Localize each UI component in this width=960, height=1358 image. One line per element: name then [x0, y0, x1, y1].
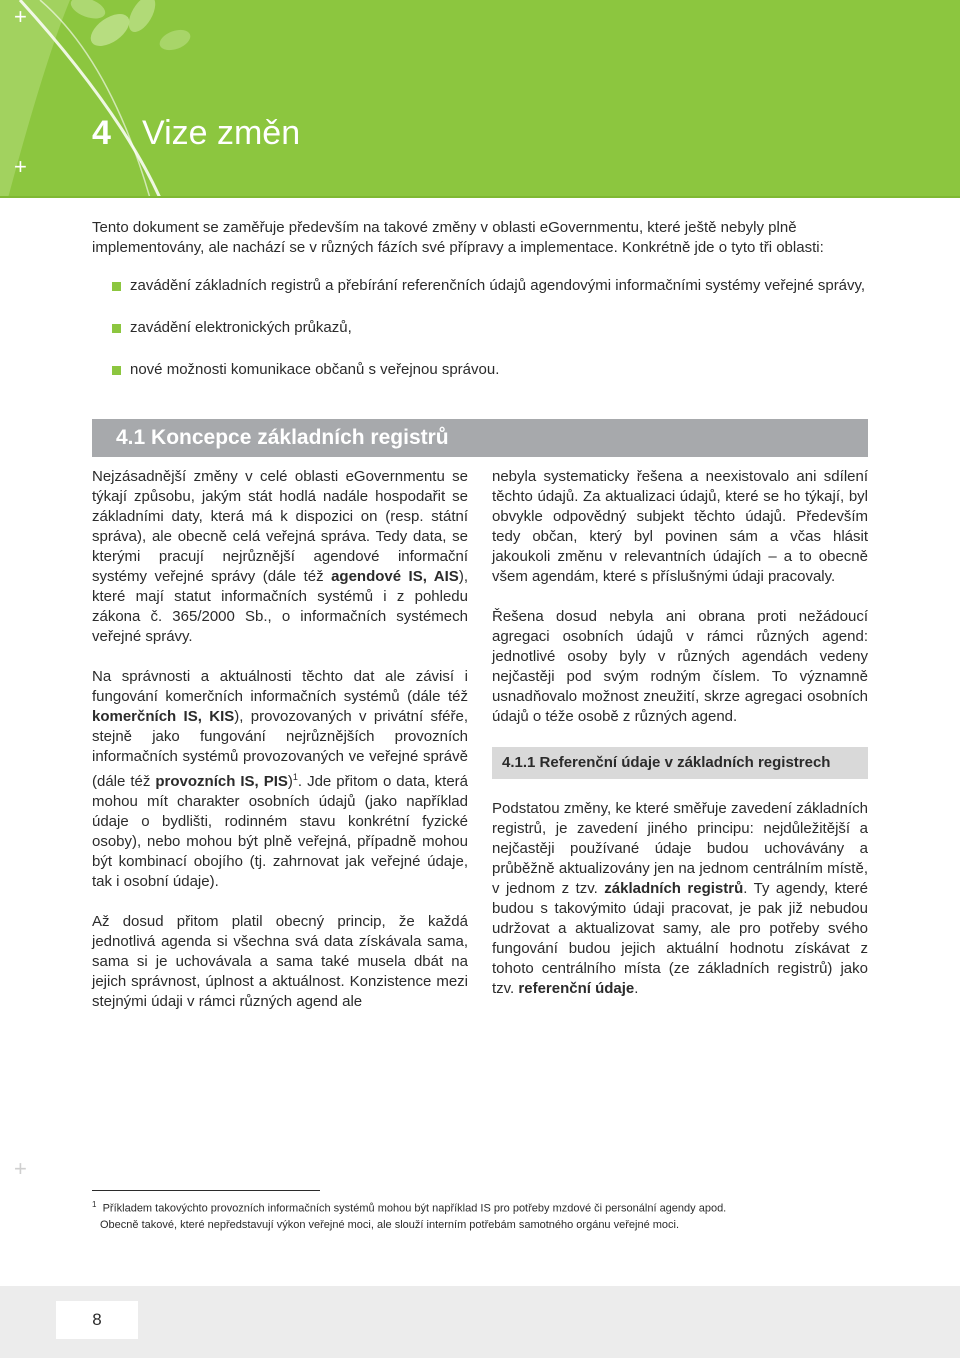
intro-paragraph: Tento dokument se zaměřuje především na takové změny v oblasti eGovernmentu, které ještě nebyly plně implementovány, ale nachází se v různých fázích své přípravy a implementace. Konkrétně jde o tyto tři oblasti: [92, 219, 824, 256]
list-item: nové možnosti komunikace občanů s veřejnou správou. [112, 360, 872, 380]
paragraph: Až dosud přitom platil obecný princip, že každá jednotlivá agenda si všechna svá data získávala sama, sama si je uchovávala a sama také musela dbát na jejich správnost, úplnost a aktuálnost. Konzistence mezi stejnými údaji v rámci různých agend ale [92, 913, 468, 1010]
header-band [0, 0, 960, 198]
footnote-text: Příkladem takovýchto provozních informačních systémů mohou být například IS pro potřeby mzdové či personální agendy apod. [102, 1202, 727, 1215]
text-run: . [634, 980, 639, 997]
text-run: . Jde přitom o data, která mohou mít charakter osobních údajů (jako například údaje o bydlišti, rodinném stavu konkrétní fyzické osoby), nebo mohou být plně veřejná, případně mohou být kombinací obojího (tj. zahrnovat jak veřejné údaje, tak i osobní údaje). [92, 773, 469, 890]
footnote-marker: 1 [292, 772, 298, 782]
subsection-title: 4.1.1 Referenční údaje v základních registrech [502, 754, 831, 771]
bold-term: komerčních IS, KIS [92, 708, 235, 725]
section-title: 4.1 Koncepce základních registrů [116, 426, 449, 449]
paragraph [492, 799, 868, 999]
footnote-line [92, 1217, 868, 1233]
footnote-marker: 1 [92, 1200, 97, 1209]
left-column [92, 467, 468, 1032]
text-run: ), které mají statut informačních systémů i z pohledu zákona č. 365/2000 Sb., o informačních systémech veřejné správy. [92, 568, 468, 645]
right-column [492, 467, 868, 1019]
leaf-decoration-icon [0, 0, 960, 198]
paragraph: Řešena dosud nebyla ani obrana proti nežádoucí agregaci osobních údajů v rámci různých agend: jednotlivé osoby byly v různých agendách vedeny nejčastěji pod svým rodným číslem. To významně usnadňovalo možnost zneužití, skrze agregaci osobních údajů o téže osobě z různých agend. [492, 608, 868, 725]
bullet-list [112, 276, 872, 402]
plus-icon: + [14, 4, 27, 29]
footnote-divider [92, 1190, 320, 1191]
text-run: Na správnosti a aktuálnosti těchto dat ale závisí i fungování komerčních informačních systémů (dále též [92, 668, 468, 705]
footnote [92, 1197, 868, 1233]
footnote-line [92, 1197, 868, 1217]
footnote-text: Obecně takové, které nepředstavují výkon veřejné moci, ale slouží interním potřebám samotného orgánu veřejné moci. [100, 1218, 680, 1231]
plus-icon: + [14, 1156, 27, 1181]
text-run: Podstatou změny, ke které směřuje zavedení základních registrů, je zavedení jiného principu: nejdůležitější a nejčastěji používané údaje budou uchovávány a průběžně aktualizovány jen na jednom centrálním místě, v jednom z tzv. [492, 800, 868, 897]
page-number: 8 [56, 1301, 138, 1339]
chapter-heading [92, 108, 300, 158]
paragraph [92, 467, 468, 647]
bold-term: referenční údaje [518, 980, 635, 997]
bold-term: provozních IS, PIS [155, 773, 288, 790]
chapter-number: 4 [92, 113, 111, 152]
footer-band [0, 1286, 960, 1358]
list-item: zavádění elektronických průkazů, [112, 318, 872, 338]
paragraph [92, 667, 468, 892]
section-heading [92, 419, 868, 457]
list-item: zavádění základních registrů a přebírání referenčních údajů agendovými informačními systémy veřejné správy, [112, 276, 872, 296]
text-run: Nejzásadnější změny v celé oblasti eGovernmentu se týkají způsobu, jakým stát hodlá nadále hospodařit se základními daty, která má k dispozici on (resp. státní správa), ale obecně celá veřejná správa. Tedy data, se kterými pracují nejrůznější agendové informační systémy veřejné správy (dále též [92, 468, 468, 585]
bold-term: základních registrů [604, 880, 744, 897]
text-run: ), provozovaných v privátní sféře, stejně jako fungování nejrůznějších provozních informačních systémů provozovaných ve veřejné správě (dále též [92, 708, 468, 790]
paragraph: nebyla systematicky řešena a neexistovalo ani sdílení těchto údajů. Za aktualizaci údajů, které se ho týkají, byl obvykle odpovědný subjekt těchto údajů. Především tedy občan, který byl povinen sám a včas hlásit jakoukoli změnu v relevantních údajích – a to obecně všem agendám, které s příslušnými údaji pracovaly. [492, 468, 868, 585]
chapter-title: Vize změn [142, 113, 301, 152]
subsection-heading [492, 747, 868, 779]
plus-icon: + [14, 154, 27, 179]
text-run: ) [287, 773, 293, 790]
text-run: . Ty agendy, které budou s takovýmito údaji pracovat, je pak již nebudou udržovat a aktualizovat samy, ale pro potřeby svého fungování budou jejich aktuální hodnotu získávat z tohoto centrálního místa (ze základních registrů) jako tzv. [492, 880, 868, 997]
bold-term: agendové IS, AIS [331, 568, 459, 585]
